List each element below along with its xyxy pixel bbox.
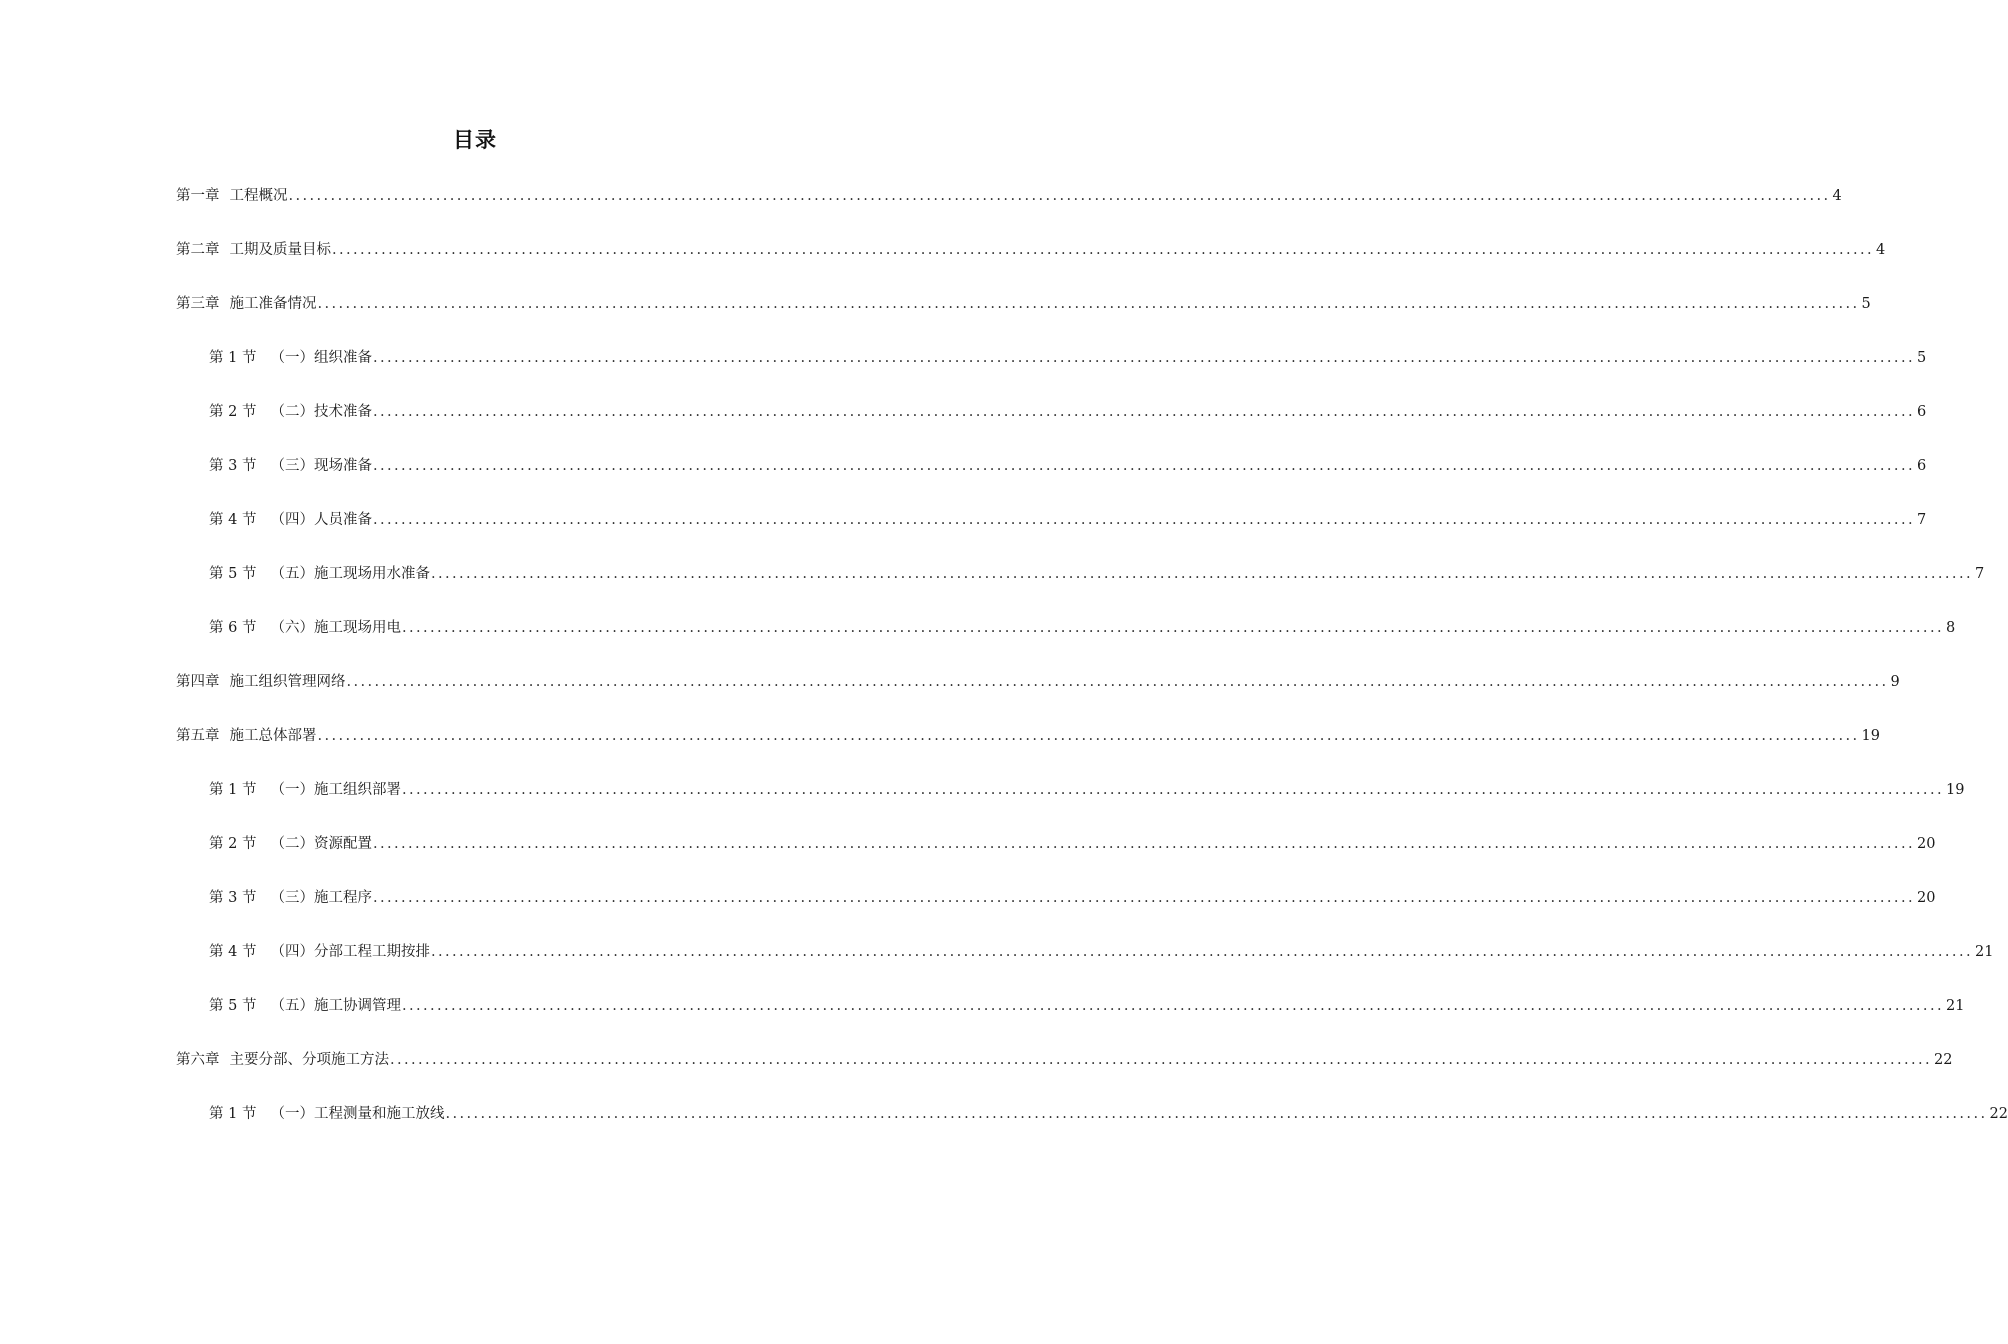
toc-chapter-entry[interactable] [176, 1046, 1953, 1100]
toc-entry-prefix: 第 3 节 [209, 890, 257, 906]
toc-page-number: 20 [1916, 890, 1936, 906]
toc-dot-leader: ............................................................................................................................................................................................................................ [288, 188, 1831, 204]
toc-entry-prefix: 第 4 节 [209, 512, 257, 528]
toc-section-entry[interactable] [176, 992, 1965, 1046]
toc-entry-prefix: 第 5 节 [209, 998, 257, 1014]
toc-section-entry[interactable] [176, 560, 1985, 614]
toc-chapter-entry[interactable] [176, 182, 1842, 236]
toc-section-entry[interactable] [176, 830, 1936, 884]
toc-entry-prefix: 第 1 节 [209, 350, 257, 366]
toc-page-number: 5 [1861, 296, 1871, 312]
toc-dot-leader: ............................................................................................................................................................................................................................ [430, 944, 1973, 960]
toc-section-entry[interactable] [176, 398, 1927, 452]
toc-page-number: 7 [1916, 512, 1927, 528]
toc-entry-label [209, 344, 372, 372]
toc-entry-title: （一）组织准备 [270, 350, 372, 366]
toc-entry-label [209, 938, 430, 966]
toc-entry-label [209, 560, 430, 588]
toc-page-number: 6 [1916, 404, 1927, 420]
toc-page-number: 20 [1916, 836, 1936, 852]
toc-dot-leader: ............................................................................................................................................................................................................................ [317, 728, 1860, 744]
toc-page-number: 21 [1945, 998, 1965, 1014]
toc-entry-label [209, 506, 372, 534]
toc-dot-leader: ............................................................................................................................................................................................................................ [430, 566, 1973, 582]
toc-section-entry[interactable] [176, 1100, 2008, 1154]
toc-entry-title: （四）人员准备 [270, 512, 372, 528]
toc-entry-prefix: 第 2 节 [209, 404, 257, 420]
toc-entry-title: 主要分部、分项施工方法 [229, 1052, 389, 1068]
toc-chapter-entry[interactable] [176, 668, 1900, 722]
toc-entry-title: （三）施工程序 [270, 890, 372, 906]
toc-dot-leader: ............................................................................................................................................................................................................................ [372, 512, 1915, 528]
toc-entry-prefix: 第 1 节 [209, 1106, 257, 1122]
toc-entry-prefix: 第 2 节 [209, 836, 257, 852]
toc-entry-label [209, 1100, 444, 1128]
toc-page-number: 4 [1832, 188, 1842, 204]
toc-chapter-entry[interactable] [176, 722, 1880, 776]
toc-entry-label [209, 830, 372, 858]
toc-entry-label [176, 1046, 389, 1074]
toc-dot-leader: ............................................................................................................................................................................................................................ [401, 620, 1944, 636]
toc-page-number: 21 [1974, 944, 1994, 960]
toc-entry-prefix: 第一章 [176, 188, 220, 204]
toc-dot-leader: ............................................................................................................................................................................................................................ [346, 674, 1889, 690]
toc-page-number: 9 [1890, 674, 1900, 690]
toc-entry-title: 工程概况 [229, 188, 288, 204]
toc-entry-label [209, 776, 401, 804]
toc-page-number: 7 [1974, 566, 1985, 582]
toc-dot-leader: ............................................................................................................................................................................................................................ [332, 242, 1875, 258]
toc-entry-label [209, 992, 401, 1020]
toc-dot-leader: ............................................................................................................................................................................................................................ [317, 296, 1860, 312]
toc-entry-prefix: 第六章 [176, 1052, 220, 1068]
toc-entry-title: （一）工程测量和施工放线 [270, 1106, 445, 1122]
toc-chapter-entry[interactable] [176, 290, 1871, 344]
toc-entry-label [209, 614, 401, 642]
toc-entry-title: （四）分部工程工期按排 [270, 944, 430, 960]
toc-section-entry[interactable] [176, 938, 1994, 992]
toc-page-number: 6 [1916, 458, 1927, 474]
toc-entry-title: （五）施工现场用水准备 [270, 566, 430, 582]
toc-entry-prefix: 第 1 节 [209, 782, 257, 798]
toc-dot-leader: ............................................................................................................................................................................................................................ [372, 836, 1915, 852]
toc-section-entry[interactable] [176, 506, 1927, 560]
toc-title: 目录 [453, 128, 497, 152]
toc-entry-title: 施工总体部署 [229, 728, 317, 744]
toc-page-number: 19 [1861, 728, 1880, 744]
toc-section-entry[interactable] [176, 884, 1936, 938]
toc-entry-title: （二）技术准备 [270, 404, 372, 420]
toc-entry-label [209, 884, 372, 912]
toc-page-number: 22 [1934, 1052, 1953, 1068]
toc-dot-leader: ............................................................................................................................................................................................................................ [401, 782, 1944, 798]
toc-entry-title: 施工准备情况 [229, 296, 317, 312]
toc-entry-prefix: 第三章 [176, 296, 220, 312]
toc-dot-leader: ............................................................................................................................................................................................................................ [372, 350, 1915, 366]
toc-chapter-entry[interactable] [176, 236, 1886, 290]
toc-entry-label [209, 398, 372, 426]
toc-page-number: 22 [1989, 1106, 2008, 1122]
toc-section-entry[interactable] [176, 452, 1927, 506]
toc-page-number: 4 [1876, 242, 1886, 258]
toc-entry-title: （六）施工现场用电 [270, 620, 401, 636]
toc-entry-label [209, 452, 372, 480]
toc-entry-label [176, 236, 331, 264]
toc-entry-label [176, 668, 346, 696]
toc-dot-leader: ............................................................................................................................................................................................................................ [372, 404, 1915, 420]
toc-entry-title: 施工组织管理网络 [229, 674, 346, 690]
toc-entry-label [176, 722, 317, 750]
toc-dot-leader: ............................................................................................................................................................................................................................ [372, 890, 1915, 906]
toc-entry-label [176, 290, 317, 318]
toc-entry-title: （一）施工组织部署 [270, 782, 401, 798]
toc-entry-prefix: 第二章 [176, 242, 220, 258]
toc-dot-leader: ............................................................................................................................................................................................................................ [372, 458, 1915, 474]
toc-dot-leader: ............................................................................................................................................................................................................................ [390, 1052, 1933, 1068]
toc-entry-title: （二）资源配置 [270, 836, 372, 852]
toc-page-number: 5 [1916, 350, 1927, 366]
toc-entry-prefix: 第 6 节 [209, 620, 257, 636]
toc-section-entry[interactable] [176, 344, 1927, 398]
toc-entry-title: 工期及质量目标 [229, 242, 331, 258]
toc-entry-prefix: 第 4 节 [209, 944, 257, 960]
toc-page-number: 19 [1945, 782, 1965, 798]
toc-page-number: 8 [1945, 620, 1956, 636]
toc-entry-prefix: 第四章 [176, 674, 220, 690]
toc-dot-leader: ............................................................................................................................................................................................................................ [445, 1106, 1988, 1122]
toc-entry-prefix: 第 3 节 [209, 458, 257, 474]
toc-section-entry[interactable] [176, 776, 1965, 830]
toc-entry-label [176, 182, 288, 210]
toc-entry-title: （五）施工协调管理 [270, 998, 401, 1014]
toc-section-entry[interactable] [176, 614, 1956, 668]
toc-entry-prefix: 第五章 [176, 728, 220, 744]
toc-entry-prefix: 第 5 节 [209, 566, 257, 582]
toc-entry-title: （三）现场准备 [270, 458, 372, 474]
toc-list [176, 182, 2008, 1154]
toc-dot-leader: ............................................................................................................................................................................................................................ [401, 998, 1944, 1014]
